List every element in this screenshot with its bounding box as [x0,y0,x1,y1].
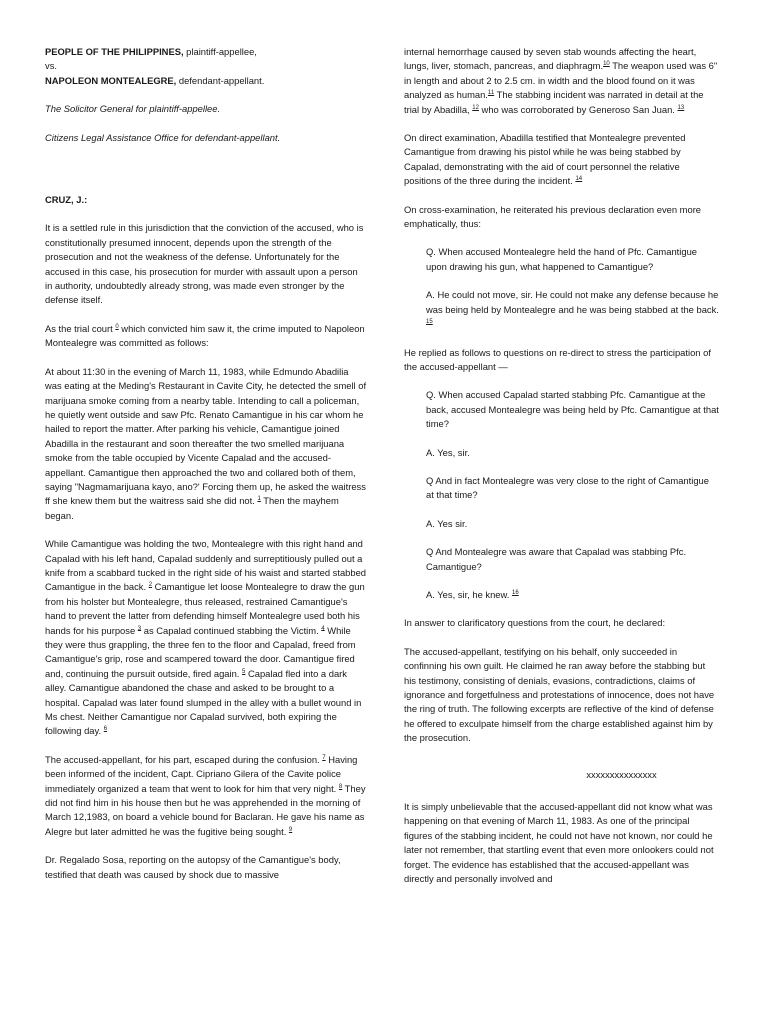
left-column [45,45,367,896]
paragraph-text: Then the mayhem began. [45,495,339,521]
footnote-link[interactable]: 13 [677,104,685,111]
paragraph-text: The accused-appellant, for his part, escaped during the confusion. [45,753,323,765]
footnote-link[interactable]: 5 [242,668,246,675]
paragraph-text: who was corroborated by Generoso San Juan. [478,103,678,115]
paragraph-text: They did not find him in his house then but he was apprehended in the morning of March 12,1983, on board a vehicle bound for Baclaran. He gave his name as Alegre but later admitted he was the fugitive being sought. [45,782,366,837]
paragraph [404,45,719,117]
testimony-answer [426,588,719,602]
footnote-link[interactable]: 0 [115,323,119,330]
case-caption [45,45,367,88]
counsel-plaintiff: The Solicitor General for plaintiff-appellee. [45,103,221,115]
paragraph [404,131,719,189]
testimony-question: Q. When accused Montealegre held the hand of Pfc. Camantigue upon drawing his gun, what happened to Camantigue? [426,246,697,272]
testimony-question: Q And in fact Montealegre was very close to the right of Camantigue at that time? [426,474,709,501]
counsel-defendant: Citizens Legal Assistance Office for defendant-appellant. [45,131,281,143]
testimony-answer: A. Yes sir. [426,517,468,529]
right-column [404,45,719,900]
testimony-question: Q And Montealegre was aware that Capalad was stabbing Pfc. Camantigue? [426,546,687,572]
answer-text: A. Yes, sir, he knew. [426,588,512,600]
paragraph-text: While Camantigue was holding the two, Montealegre with this right hand and Capalad with his left hand, Capalad suddenly and surreptitiously pulled out a knife from a scabbard tucked in the right side of his waist and started stabbed Camantigue in the back. [45,538,367,593]
footnote-link[interactable]: 12 [472,104,479,111]
answer-text: A. He could not move, sir. He could not make any defense because he was being held by Montealegre and he was being stabbed at the back. [426,289,719,315]
paragraph-text: Capalad fled into a dark alley. Camantigue abandoned the chase and asked to be brought to a hospital. Capalad was later found slumped in the alley with a bullet wound in Ms chest. Neither Camantigue nor Capalad survived, both expiring the following day. [45,667,362,737]
footnote-link[interactable]: 6 [103,726,108,733]
defendant-name: NAPOLEON MONTEALEGRE, [45,74,177,86]
defendant-role: defendant-appellant. [176,74,265,86]
plaintiff-name: PEOPLE OF THE PHILIPPINES, [45,46,184,57]
footnote-link[interactable]: 7 [322,754,326,761]
paragraph-text: At about 11:30 in the evening of March 11, 1983, while Edmundo Abadilia was eating at the Meding's Restaurant in Cavite City, he detected the smell of marijuana smoke coming from a nearby table. Intending to call a policeman, he quietly went outside and saw Pfc. Renato Camantigue in his car whom he hailed to report the matter. After parking his vehicle, Camantigue joined Abadilla in the restaurant and soon thereafter the two smelled marijuana smoke from the table occupied by Vicente Capalad and the accused-appellant. Camantigue then approached the two and collared both of them, saying "Nagmamarijuana kayo, ano?' Forcing them up, he asked the waitress ff she knew them but the waitress said she did not. [45,365,367,507]
paragraph-text: The weapon used was 6" in length and about 2 to 2.5 cm. in width and the blood found on it was analyzed as human. [404,60,718,101]
paragraph [45,537,367,739]
paragraph-text: Having been informed of the incident, Capt. Cipriano Gilera of the Cavite police immediately organized a team that went to look for him that very night. [45,753,358,794]
paragraph-text: internal hemorrhage caused by seven stab wounds affecting the heart, lungs, liver, stomach, pancreas, and diaphragm. [404,46,697,72]
paragraph: He replied as follows to questions on re-direct to stress the participation of the accused-appellant — [404,346,711,372]
paragraph-text: As the trial court [45,322,116,334]
footnote-link[interactable]: 3 [137,625,142,632]
footnote-link[interactable]: 11 [487,90,495,97]
paragraph-text: On direct examination, Abadilla testified that Montealegre prevented Camantigue from drawing his pistol while he was being stabbed by Capalad, demonstrating with the aid of court personnel the relative positions of the three during the incident. [404,132,686,187]
paragraph: It is a settled rule in this jurisdiction that the conviction of the accused, who is constitutionally presumed innocent, depends upon the strength of the prosecution and not the weakness of the defense. Unfortunately for the accused in this case, his prosecution for murder with assault upon a person in authority, undoubtedly already strong, was made even stronger by the defense itself. [45,222,364,306]
plaintiff-role: plaintiff-appellee, [183,46,257,57]
footnote-link[interactable]: 9 [288,826,293,833]
testimony-question: Q. When accused Capalad started stabbing Pfc. Camantigue at the back, accused Montealegre was being held by Pfc. Camantigue at that time? [426,389,719,430]
testimony-answer: A. Yes, sir. [426,446,470,458]
paragraph: In answer to clarificatory questions from the court, he declared: [404,617,666,629]
paragraph-text: which convicted him saw it, the crime imputed to Napoleon Montealegre was committed as follows: [45,322,365,349]
footnote-link[interactable]: 14 [575,176,583,183]
paragraph-text: While they were thus grappling, the three fen to the floor and Capalad, freed from Camantigue's grip, rose and scampered toward the door. Camantigue fired and, continuing the pursuit outside, fired again. [45,624,356,679]
footnote-link[interactable]: 1 [257,496,261,503]
footnote-link[interactable]: 2 [148,582,153,589]
omission-separator: xxxxxxxxxxxxxxx [586,768,657,780]
paragraph [45,365,367,523]
footnote-link[interactable]: 4 [321,625,325,632]
ponente: CRUZ, J.: [45,194,88,206]
paragraph-text: The stabbing incident was narrated in detail at the trial by Abadilla, [404,89,704,115]
paragraph-text: as Capalad continued stabbing the Victim. [141,624,322,636]
footnote-link[interactable]: 16 [512,589,519,596]
testimony-answer [426,288,719,331]
paragraph: The accused-appellant, testifying on his behalf, only succeeded in confinning his own guilt. He claimed he ran away before the stabbing but his testimony, consisting of denials, evasions, contradictions, claims of ignorance and forgetfulness and protestations of innocence, does not have the ring of truth. The following excerpts are reflective of the kind of defense he offered to exculpate himself from the charge established against him by the prosecution. [404,645,715,744]
paragraph [45,322,367,351]
paragraph [45,753,367,839]
footnote-link[interactable]: 15 [426,318,433,325]
versus-label: vs. [45,60,57,72]
footnote-link[interactable]: 10 [603,61,610,68]
paragraph: On cross-examination, he reiterated his previous declaration even more emphatically, thus: [404,203,702,230]
paragraph-text: Camantigue let loose Montealegre to draw the gun from his holster but Montealegre, thus released, restrained Camantigue's hand to prevent the latter from defending himself Montealegre used both his hands for his purpose [45,581,365,636]
paragraph: It is simply unbelievable that the accused-appellant did not know what was happening on that evening of March 11, 1983. As one of the principal figures of the stabbing incident, he could not have not known, nor could he later not remember, that startling event that even more onlookers could not forget. The evidence has established that the accused-appellant was directly and personally involved and [404,801,714,885]
paragraph: Dr. Regalado Sosa, reporting on the autopsy of the Camantigue's body, testified that death was caused by shock due to massive [45,854,341,880]
footnote-link[interactable]: 8 [338,783,343,790]
